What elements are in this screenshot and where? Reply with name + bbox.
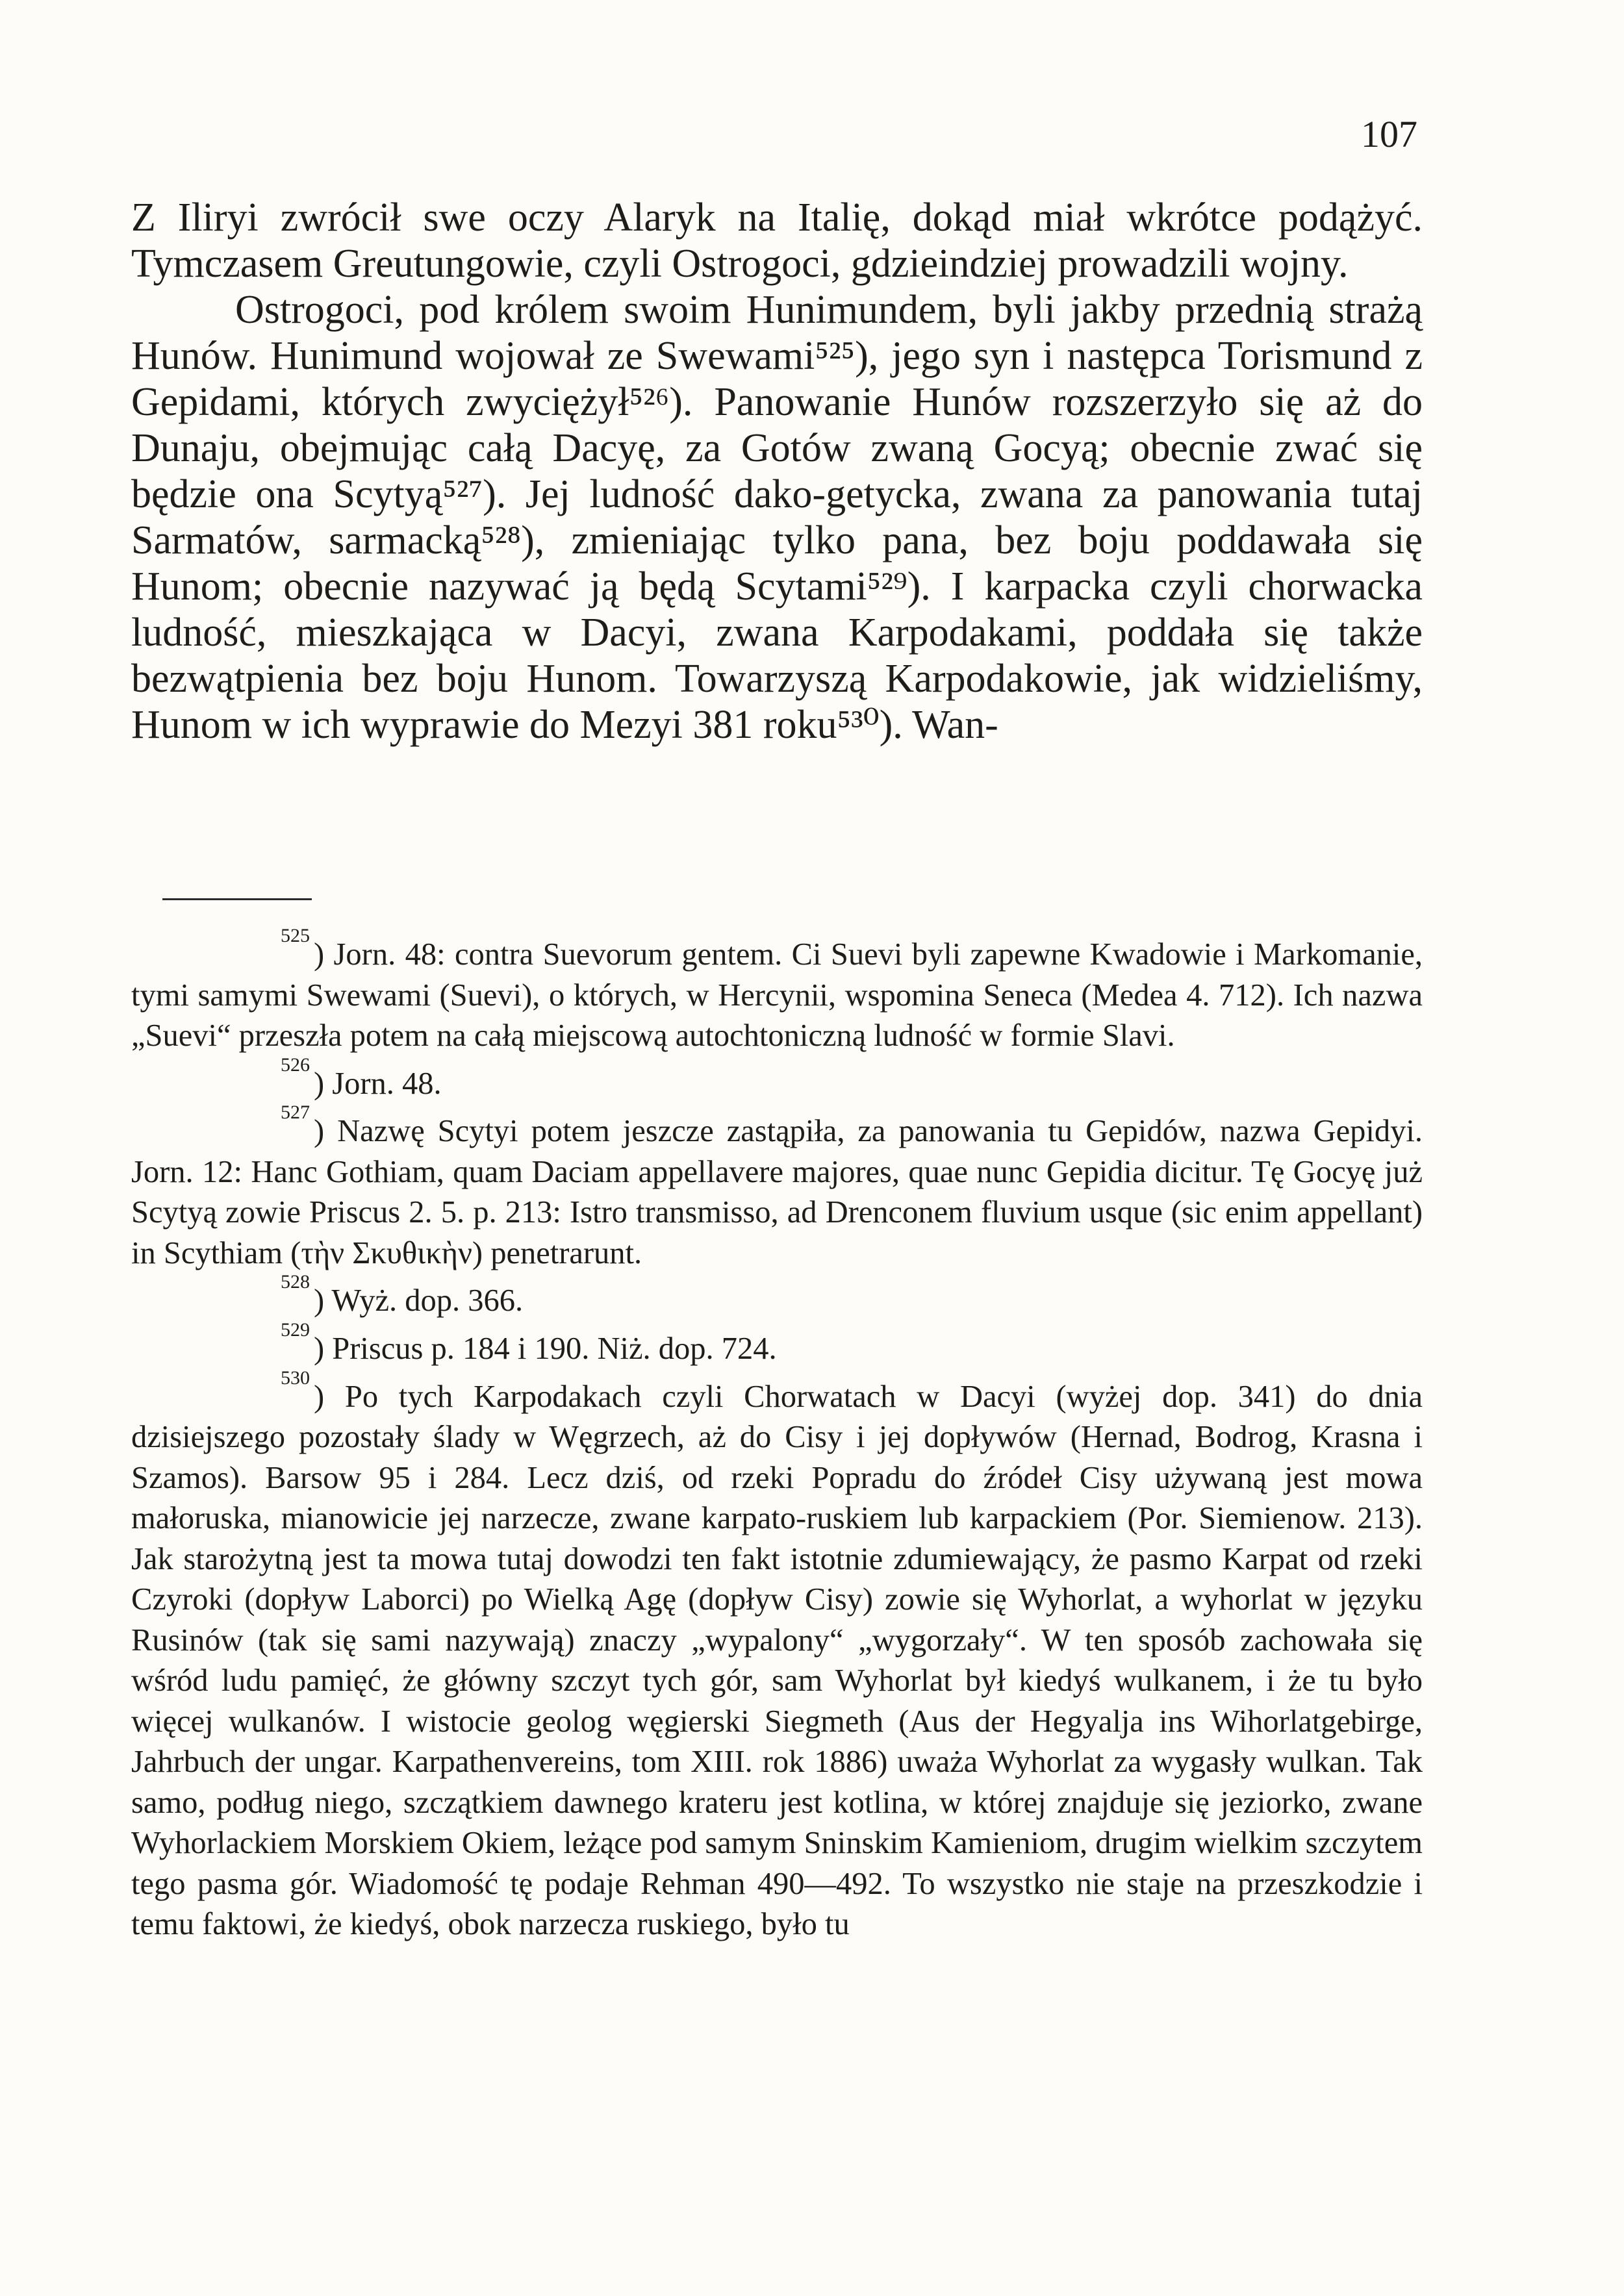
paragraph-2: Ostrogoci, pod królem swoim Hunimundem, byli jakby przednią strażą Hunów. Hunimund wojował ze Swewami⁵²⁵), jego syn i następca Torismund z Gepidami, których zwyciężył⁵²⁶). Panowanie Hunów rozszerzyło się aż do Dunaju, obejmując całą Dacyę, za Gotów zwaną Gocyą; obecnie zwać się będzie ona Scytyą⁵²⁷). Jej ludność dako-getycka, zwana za panowania tutaj Sarmatów, sarmacką⁵²⁸), zmieniając tylko pana, bez boju poddawała się Hunom; obecnie nazywać ją będą Scytami⁵²⁹). I karpacka czyli chorwacka ludność, mieszkająca w Dacyi, zwana Karpodakami, poddała się także bezwątpienia bez boju Hunom. Towarzyszą Karpodakowie, jak widzieliśmy, Hunom w ich wyprawie do Mezyi 381 roku⁵³⁰). Wan- [131,288,1423,747]
footnote-530 [131,1367,1423,1945]
footnote-marker: 527 [281,1102,310,1124]
footnote-529 [131,1319,1423,1370]
footnote-text: ) Po tych Karpodakach czyli Chorwatach w Dacyi (wyżej dop. 341) do dnia dzisiejszego pozostały ślady w Węgrzech, aż do Cisy i jej dopływów (Hernad, Bodrog, Krasna i Szamos). Barsow 95 i 284. Lecz dziś, od rzeki Popradu do źródeł Cisy używaną jest mowa małoruska, mianowicie jej narzecze, zwane karpato-ruskiem lub karpackiem (Por. Siemienow. 213). Jak starożytną jest ta mowa tutaj dowodzi ten fakt istotnie zdumiewający, że pasmo Karpat od rzeki Czyroki (dopływ Laborci) po Wielką Agę (dopływ Cisy) zowie się Wyhorlat, a wyhorlat w języku Rusinów (tak się sami nazywają) znaczy „wypalony“ „wygorzały“. W ten sposób zachowała się wśród ludu pamięć, że główny szczyt tych gór, sam Wyhorlat był kiedyś wulkanem, i że tu było więcej wulkanów. I wistocie geolog węgierski Siegmeth (Aus der Hegyalja ins Wihorlatgebirge, Jahrbuch der ungar. Karpathenvereins, tom XIII. rok 1886) uważa Wyhorlat za wygasły wulkan. Tak samo, podług niego, szczątkiem dawnego krateru jest kotlina, w której znajduje się jeziorko, zwane Wyhorlackiem Morskiem Okiem, leżące pod samym Sninskim Kamieniom, drugim wielkim szczytem tego pasma gór. Wiadomość tę podaje Rehman 490—492. To wszystko nie staje na przeszkodzie i temu faktowi, że kiedyś, obok narzecza ruskiego, było tu [131,1379,1423,1942]
footnote-527 [131,1104,1423,1274]
footnote-text: ) Jorn. 48: contra Suevorum gentem. Ci Suevi byli zapewne Kwadowie i Markomanie, tymi samymi Swewami (Suevi), o których, w Hercynii, wspomina Seneca (Medea 4. 712). Ich nazwa „Suevi“ przeszła potem na całą miejscową autochtoniczną ludność w formie Slavi. [131,937,1423,1053]
footnote-marker: 526 [281,1053,310,1076]
paragraph-1: Z Iliryi zwrócił swe oczy Alaryk na Italię, dokąd miał wkrótce podążyć. Tymczasem Greutungowie, czyli Ostrogoci, gdzieindziej prowadzili wojny. [131,196,1423,286]
main-text [131,195,1423,748]
footnote-marker: 530 [281,1367,310,1389]
footnote-separator [162,898,312,900]
footnote-text: ) Jorn. 48. [314,1066,442,1101]
footnote-text: ) Priscus p. 184 i 190. Niż. dop. 724. [314,1331,777,1367]
footnote-marker: 525 [281,925,310,946]
footnote-text: ) Wyż. dop. 366. [314,1283,524,1318]
footnote-marker: 528 [281,1271,310,1293]
footnote-text: ) Nazwę Scytyi potem jeszcze zastąpiła, za panowania tu Gepidów, nazwa Gepidyi. Jorn. 12: Hanc Gothiam, quam Daciam appellavere majores, quae nunc Gepidia dicitur. Tę Gocyę już Scytyą zowie Priscus 2. 5. p. 213: Istro transmisso, ad Drenconem fluvium usque (sic enim appellant) in Scythiam (τὴν Σκυθικὴν) penetrarunt. [131,1114,1423,1270]
footnote-528 [131,1271,1423,1322]
footnote-marker: 529 [281,1319,310,1341]
page-number: 107 [1361,113,1417,155]
footnote-525 [131,927,1423,1057]
footnotes [131,927,1423,1945]
footnote-526 [131,1053,1423,1105]
